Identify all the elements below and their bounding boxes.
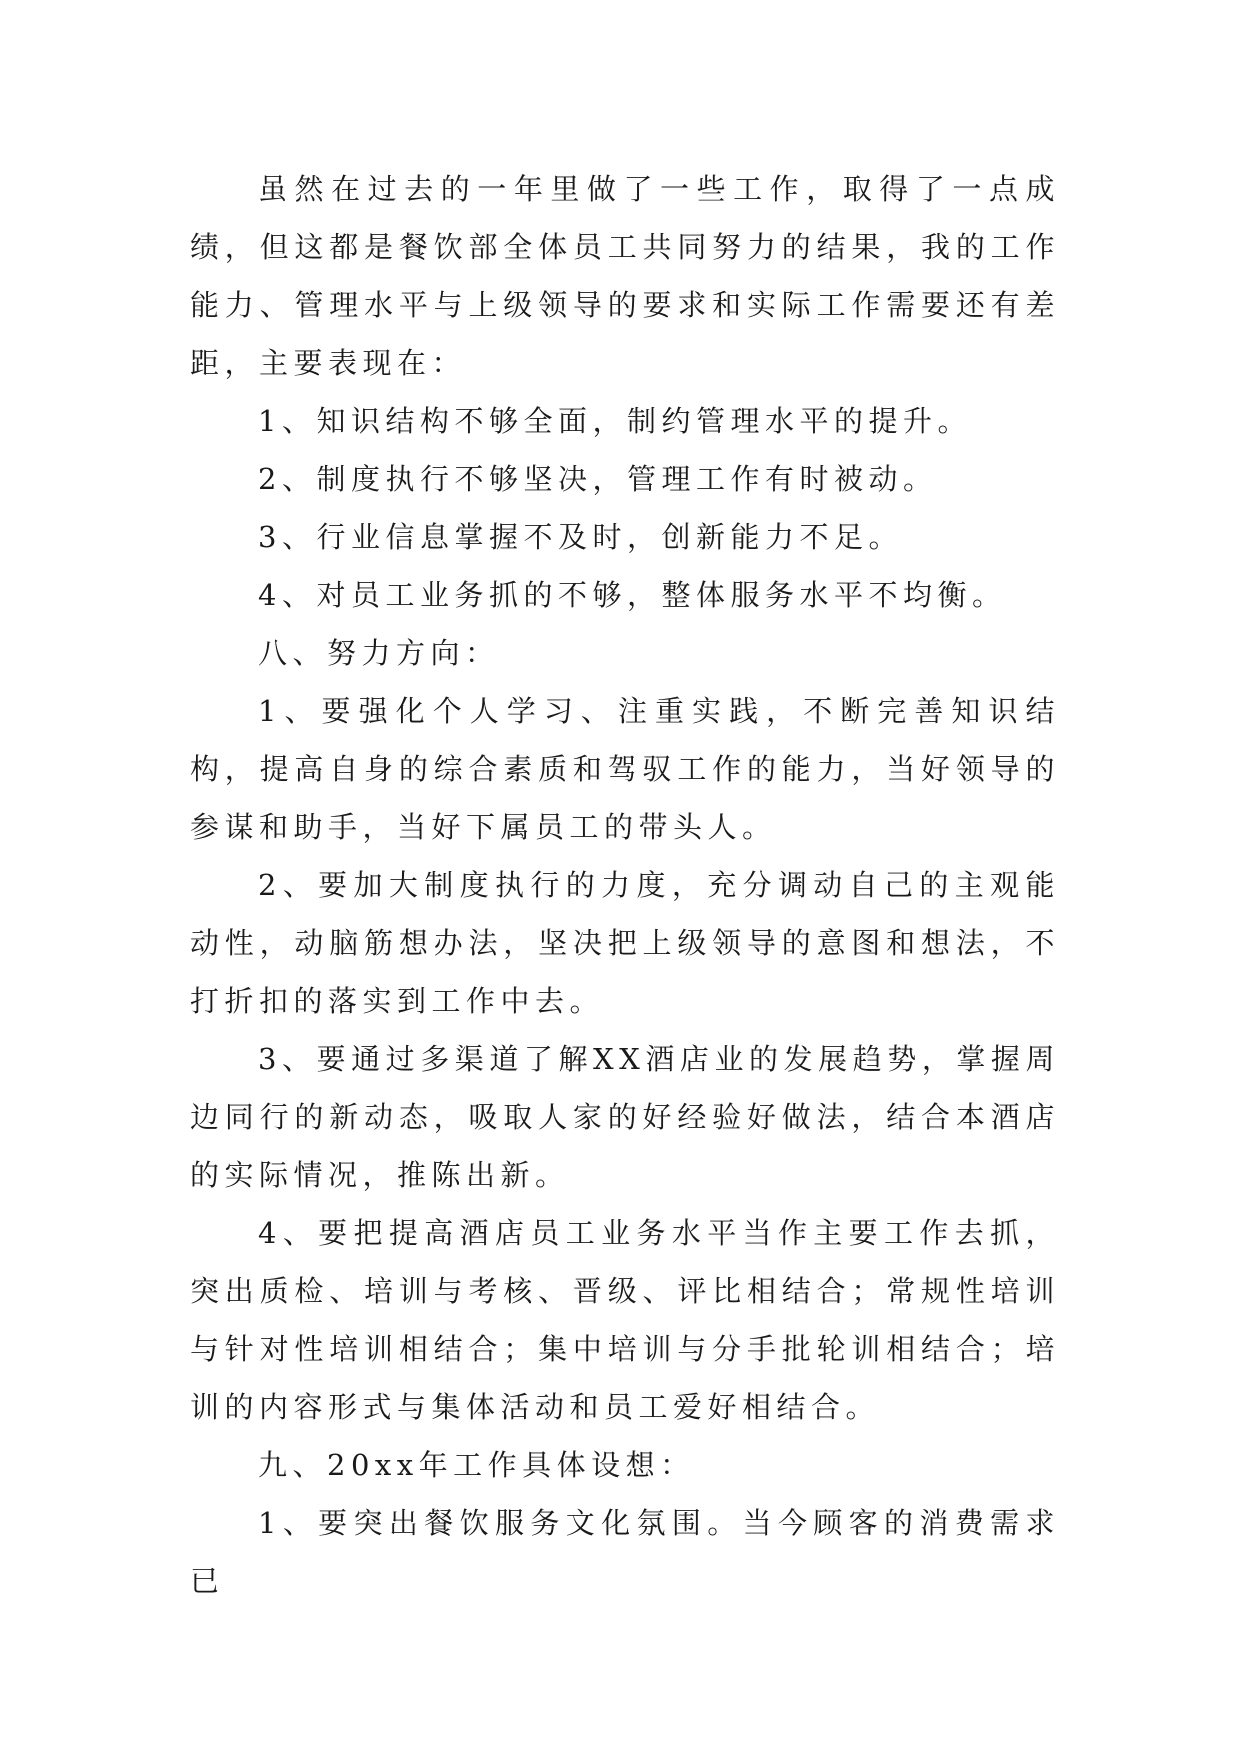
paragraph-shortcoming-3: 3、行业信息掌握不及时，创新能力不足。 <box>258 520 903 554</box>
paragraph-direction-1: 1、要强化个人学习、注重实践，不断完善知识结构，提高自身的综合素质和驾驭工作的能力，当好领导的参谋和助手，当好下属员工的带头人。 <box>190 694 1060 844</box>
document-body <box>190 160 1060 1610</box>
section-heading-8: 八、努力方向： <box>258 636 500 670</box>
paragraph-direction-3: 3、要通过多渠道了解XX酒店业的发展趋势，掌握周边同行的新动态，吸取人家的好经验好做法，结合本酒店的实际情况，推陈出新。 <box>190 1042 1060 1192</box>
section-heading-9: 九、20xx年工作具体设想： <box>258 1448 695 1482</box>
paragraph-shortcoming-4: 4、对员工业务抓的不够，整体服务水平不均衡。 <box>258 578 1007 612</box>
paragraph-shortcoming-2: 2、制度执行不够坚决，管理工作有时被动。 <box>258 462 938 496</box>
paragraph-direction-4: 4、要把提高酒店员工业务水平当作主要工作去抓，突出质检、培训与考核、晋级、评比相结合；常规性培训与针对性培训相结合；集中培训与分手批轮训相结合；培训的内容形式与集体活动和员工爱好相结合。 <box>190 1216 1060 1424</box>
paragraph-shortcomings-intro: 虽然在过去的一年里做了一些工作，取得了一点成绩，但这都是餐饮部全体员工共同努力的结果，我的工作能力、管理水平与上级领导的要求和实际工作需要还有差距，主要表现在： <box>190 172 1060 380</box>
paragraph-direction-2: 2、要加大制度执行的力度，充分调动自己的主观能动性，动脑筋想办法，坚决把上级领导的意图和想法，不打折扣的落实到工作中去。 <box>190 868 1060 1018</box>
paragraph-plan-1: 1、要突出餐饮服务文化氛围。当今顾客的消费需求已 <box>190 1506 1060 1598</box>
paragraph-shortcoming-1: 1、知识结构不够全面，制约管理水平的提升。 <box>258 404 972 438</box>
